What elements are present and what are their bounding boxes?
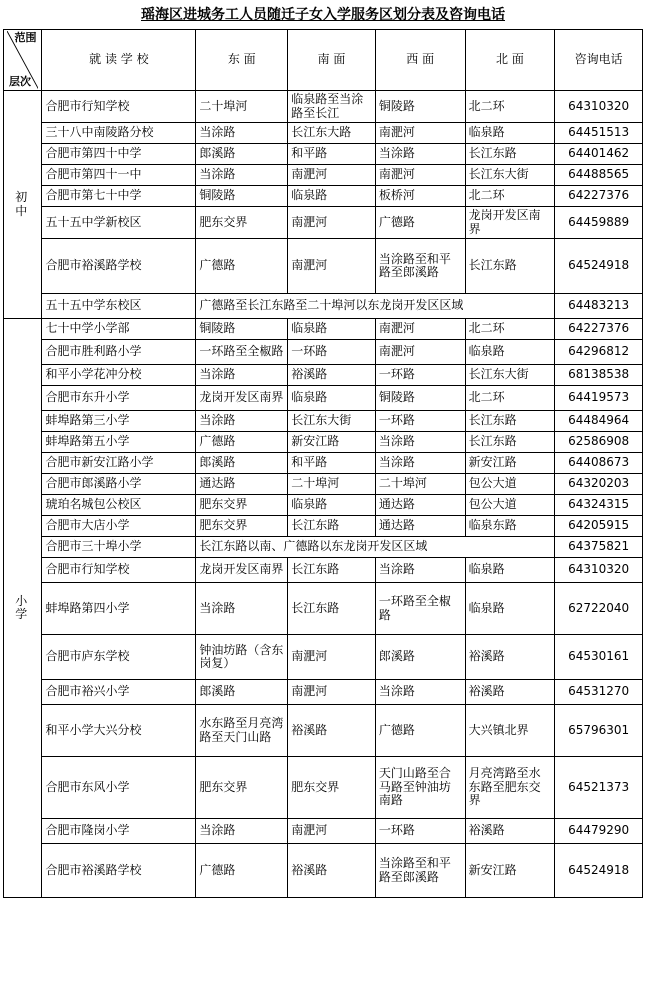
boundary-east: 当涂路: [196, 819, 288, 844]
school-name: 合肥市裕溪路学校: [42, 239, 196, 294]
boundary-west: 广德路: [375, 705, 465, 757]
contact-phone: 64375821: [555, 537, 643, 558]
boundary-south: 裕溪路: [288, 705, 376, 757]
level-cell-primary-school: 小 学: [4, 319, 42, 898]
boundary-north: 新安江路: [465, 453, 555, 474]
boundary-south: 肥东交界: [288, 757, 376, 819]
contact-phone: 64524918: [555, 844, 643, 898]
boundary-east: 当涂路: [196, 411, 288, 432]
boundary-east: 广德路: [196, 432, 288, 453]
boundary-east: 广德路: [196, 844, 288, 898]
boundary-east: 当涂路: [196, 165, 288, 186]
contact-phone: 64227376: [555, 319, 643, 340]
boundary-west: 南淝河: [375, 319, 465, 340]
level-cell-middle-school: 初 中: [4, 91, 42, 319]
school-name: 合肥市第四十中学: [42, 144, 196, 165]
school-name: 琥珀名城包公校区: [42, 495, 196, 516]
boundary-east: 郎溪路: [196, 680, 288, 705]
contact-phone: 64401462: [555, 144, 643, 165]
boundary-north: 长江东路: [465, 432, 555, 453]
boundary-north: 长江东路: [465, 239, 555, 294]
contact-phone: 65796301: [555, 705, 643, 757]
boundary-east: 肥东交界: [196, 207, 288, 239]
contact-phone: 68138538: [555, 365, 643, 386]
contact-phone: 64296812: [555, 340, 643, 365]
boundary-west: 当涂路至和平路至郎溪路: [375, 239, 465, 294]
boundary-west: 二十埠河: [375, 474, 465, 495]
boundary-south: 长江东路: [288, 516, 376, 537]
table-row: [4, 165, 643, 186]
boundary-north: 裕溪路: [465, 680, 555, 705]
table-row: [4, 495, 643, 516]
boundary-north: 北二环: [465, 386, 555, 411]
boundary-north: 长江东大街: [465, 165, 555, 186]
table-row: [4, 91, 643, 123]
school-name: 合肥市裕兴小学: [42, 680, 196, 705]
school-name: 蚌埠路第四小学: [42, 583, 196, 635]
boundary-south: 南淝河: [288, 207, 376, 239]
boundary-east: 肥东交界: [196, 495, 288, 516]
boundary-east: 铜陵路: [196, 319, 288, 340]
boundary-east: 肥东交界: [196, 757, 288, 819]
school-name: 合肥市三十埠小学: [42, 537, 196, 558]
contact-phone: 64521373: [555, 757, 643, 819]
school-name: 三十八中南陵路分校: [42, 123, 196, 144]
boundary-south: 临泉路: [288, 186, 376, 207]
school-name: 合肥市行知学校: [42, 91, 196, 123]
boundary-north: 新安江路: [465, 844, 555, 898]
boundary-west: 天门山路至合马路至钟油坊南路: [375, 757, 465, 819]
boundary-west: 当涂路: [375, 144, 465, 165]
table-row: [4, 705, 643, 757]
school-name: 七十中学小学部: [42, 319, 196, 340]
boundary-south: 南淝河: [288, 635, 376, 680]
table-row: [4, 558, 643, 583]
boundary-north: 临泉东路: [465, 516, 555, 537]
school-name: 蚌埠路第五小学: [42, 432, 196, 453]
boundary-north: 北二环: [465, 319, 555, 340]
boundary-east: 郎溪路: [196, 453, 288, 474]
boundary-west: 通达路: [375, 495, 465, 516]
boundary-west: 一环路: [375, 411, 465, 432]
page-title: 瑶海区进城务工人员随迁子女入学服务区划分表及咨询电话: [141, 7, 505, 23]
boundary-south: 临泉路至当涂路至长江: [288, 91, 376, 123]
boundary-west: 南淝河: [375, 165, 465, 186]
boundary-north: 临泉路: [465, 583, 555, 635]
contact-phone: 64419573: [555, 386, 643, 411]
boundary-west: 一环路: [375, 365, 465, 386]
table-row: [4, 453, 643, 474]
boundary-west: 当涂路: [375, 432, 465, 453]
boundary-north: 临泉路: [465, 123, 555, 144]
boundary-south: 长江东路: [288, 558, 376, 583]
school-name: 合肥市第四十一中: [42, 165, 196, 186]
school-name: 合肥市第七十中学: [42, 186, 196, 207]
table-row: [4, 365, 643, 386]
contact-phone: 64310320: [555, 91, 643, 123]
header-level-label: 层次: [9, 74, 31, 88]
boundary-south: 新安江路: [288, 432, 376, 453]
boundary-south: 裕溪路: [288, 844, 376, 898]
table-row: [4, 844, 643, 898]
contact-phone: 64227376: [555, 186, 643, 207]
table-row: [4, 340, 643, 365]
boundary-north: 月亮湾路至水东路至肥东交界: [465, 757, 555, 819]
table-row: [4, 516, 643, 537]
table-row: [4, 186, 643, 207]
school-name: 五十五中学东校区: [42, 294, 196, 319]
table-row: [4, 144, 643, 165]
boundary-west: 通达路: [375, 516, 465, 537]
boundary-east: 通达路: [196, 474, 288, 495]
table-row: [4, 537, 643, 558]
boundary-north: 长江东路: [465, 411, 555, 432]
school-name: 合肥市行知学校: [42, 558, 196, 583]
boundary-north: 临泉路: [465, 340, 555, 365]
table-row: [4, 583, 643, 635]
header-school: 就 读 学 校: [42, 30, 196, 91]
boundary-west: 广德路: [375, 207, 465, 239]
boundary-south: 临泉路: [288, 386, 376, 411]
school-name: 合肥市裕溪路学校: [42, 844, 196, 898]
contact-phone: 64451513: [555, 123, 643, 144]
boundary-east: 铜陵路: [196, 186, 288, 207]
boundary-west: 当涂路: [375, 680, 465, 705]
boundary-south: 长江东大路: [288, 123, 376, 144]
school-name: 合肥市庐东学校: [42, 635, 196, 680]
table-row: [4, 757, 643, 819]
boundary-east: 龙岗开发区南界: [196, 386, 288, 411]
contact-phone: 64483213: [555, 294, 643, 319]
contact-phone: 64524918: [555, 239, 643, 294]
boundary-north: 北二环: [465, 91, 555, 123]
school-name: 合肥市东风小学: [42, 757, 196, 819]
header-north: 北 面: [465, 30, 555, 91]
school-name: 合肥市胜利路小学: [42, 340, 196, 365]
school-name: 和平小学花冲分校: [42, 365, 196, 386]
school-name: 五十五中学新校区: [42, 207, 196, 239]
boundary-east: 龙岗开发区南界: [196, 558, 288, 583]
boundary-south: 二十埠河: [288, 474, 376, 495]
contact-phone: 64484964: [555, 411, 643, 432]
contact-phone: 64205915: [555, 516, 643, 537]
boundary-north: 临泉路: [465, 558, 555, 583]
boundary-west: 板桥河: [375, 186, 465, 207]
boundary-south: 裕溪路: [288, 365, 376, 386]
boundary-south: 临泉路: [288, 319, 376, 340]
contact-phone: 64310320: [555, 558, 643, 583]
header-west: 西 面: [375, 30, 465, 91]
contact-phone: 64459889: [555, 207, 643, 239]
boundary-south: 和平路: [288, 144, 376, 165]
boundary-west: 南淝河: [375, 340, 465, 365]
boundary-north: 北二环: [465, 186, 555, 207]
school-name: 蚌埠路第三小学: [42, 411, 196, 432]
boundary-west: 铜陵路: [375, 386, 465, 411]
boundary-south: 南淝河: [288, 819, 376, 844]
service-zone-table: [3, 29, 643, 898]
boundary-north: 包公大道: [465, 495, 555, 516]
contact-phone: 64530161: [555, 635, 643, 680]
boundary-east: 一环路至全椒路: [196, 340, 288, 365]
boundary-east: 当涂路: [196, 365, 288, 386]
boundary-south: 南淝河: [288, 680, 376, 705]
contact-phone: 64320203: [555, 474, 643, 495]
header-range-label: 范围: [14, 31, 37, 44]
boundary-east: 郎溪路: [196, 144, 288, 165]
table-header-row: [4, 30, 643, 91]
school-name: 合肥市新安江路小学: [42, 453, 196, 474]
school-name: 合肥市大店小学: [42, 516, 196, 537]
boundary-combined: 广德路至长江东路至二十埠河以东龙岗开发区区域: [196, 294, 555, 319]
boundary-west: 一环路至全椒路: [375, 583, 465, 635]
boundary-north: 龙岗开发区南界: [465, 207, 555, 239]
boundary-combined: 长江东路以南、广德路以东龙岗开发区区域: [196, 537, 555, 558]
boundary-west: 郎溪路: [375, 635, 465, 680]
school-name: 合肥市隆岗小学: [42, 819, 196, 844]
contact-phone: 64324315: [555, 495, 643, 516]
table-row: [4, 819, 643, 844]
boundary-south: 南淝河: [288, 165, 376, 186]
contact-phone: 62586908: [555, 432, 643, 453]
header-east: 东 面: [196, 30, 288, 91]
boundary-north: 包公大道: [465, 474, 555, 495]
boundary-south: 临泉路: [288, 495, 376, 516]
school-name: 合肥市郎溪路小学: [42, 474, 196, 495]
boundary-east: 二十埠河: [196, 91, 288, 123]
boundary-east: 当涂路: [196, 123, 288, 144]
contact-phone: 62722040: [555, 583, 643, 635]
boundary-north: 裕溪路: [465, 635, 555, 680]
contact-phone: 64488565: [555, 165, 643, 186]
table-row: [4, 474, 643, 495]
school-name: 合肥市东升小学: [42, 386, 196, 411]
boundary-south: 长江东大街: [288, 411, 376, 432]
boundary-east: 广德路: [196, 239, 288, 294]
table-row: [4, 432, 643, 453]
contact-phone: 64408673: [555, 453, 643, 474]
boundary-east: 钟油坊路（含东岗复）: [196, 635, 288, 680]
header-corner-cell: [4, 30, 42, 91]
table-row: [4, 239, 643, 294]
boundary-east: 肥东交界: [196, 516, 288, 537]
boundary-west: 南淝河: [375, 123, 465, 144]
boundary-west: 铜陵路: [375, 91, 465, 123]
boundary-north: 长江东大街: [465, 365, 555, 386]
boundary-east: 当涂路: [196, 583, 288, 635]
table-row: [4, 319, 643, 340]
contact-phone: 64531270: [555, 680, 643, 705]
boundary-west: 一环路: [375, 819, 465, 844]
table-row: [4, 635, 643, 680]
boundary-north: 裕溪路: [465, 819, 555, 844]
boundary-south: 南淝河: [288, 239, 376, 294]
school-name: 和平小学大兴分校: [42, 705, 196, 757]
boundary-east: 水东路至月亮湾路至天门山路: [196, 705, 288, 757]
boundary-west: 当涂路: [375, 558, 465, 583]
header-phone: 咨询电话: [555, 30, 643, 91]
table-row: [4, 123, 643, 144]
boundary-south: 一环路: [288, 340, 376, 365]
table-row: [4, 680, 643, 705]
boundary-south: 长江东路: [288, 583, 376, 635]
table-row: [4, 207, 643, 239]
header-south: 南 面: [288, 30, 376, 91]
contact-phone: 64479290: [555, 819, 643, 844]
table-row: [4, 386, 643, 411]
table-row: [4, 411, 643, 432]
boundary-north: 大兴镇北界: [465, 705, 555, 757]
boundary-south: 和平路: [288, 453, 376, 474]
table-row: [4, 294, 643, 319]
boundary-west: 当涂路至和平路至郎溪路: [375, 844, 465, 898]
boundary-north: 长江东路: [465, 144, 555, 165]
boundary-west: 当涂路: [375, 453, 465, 474]
